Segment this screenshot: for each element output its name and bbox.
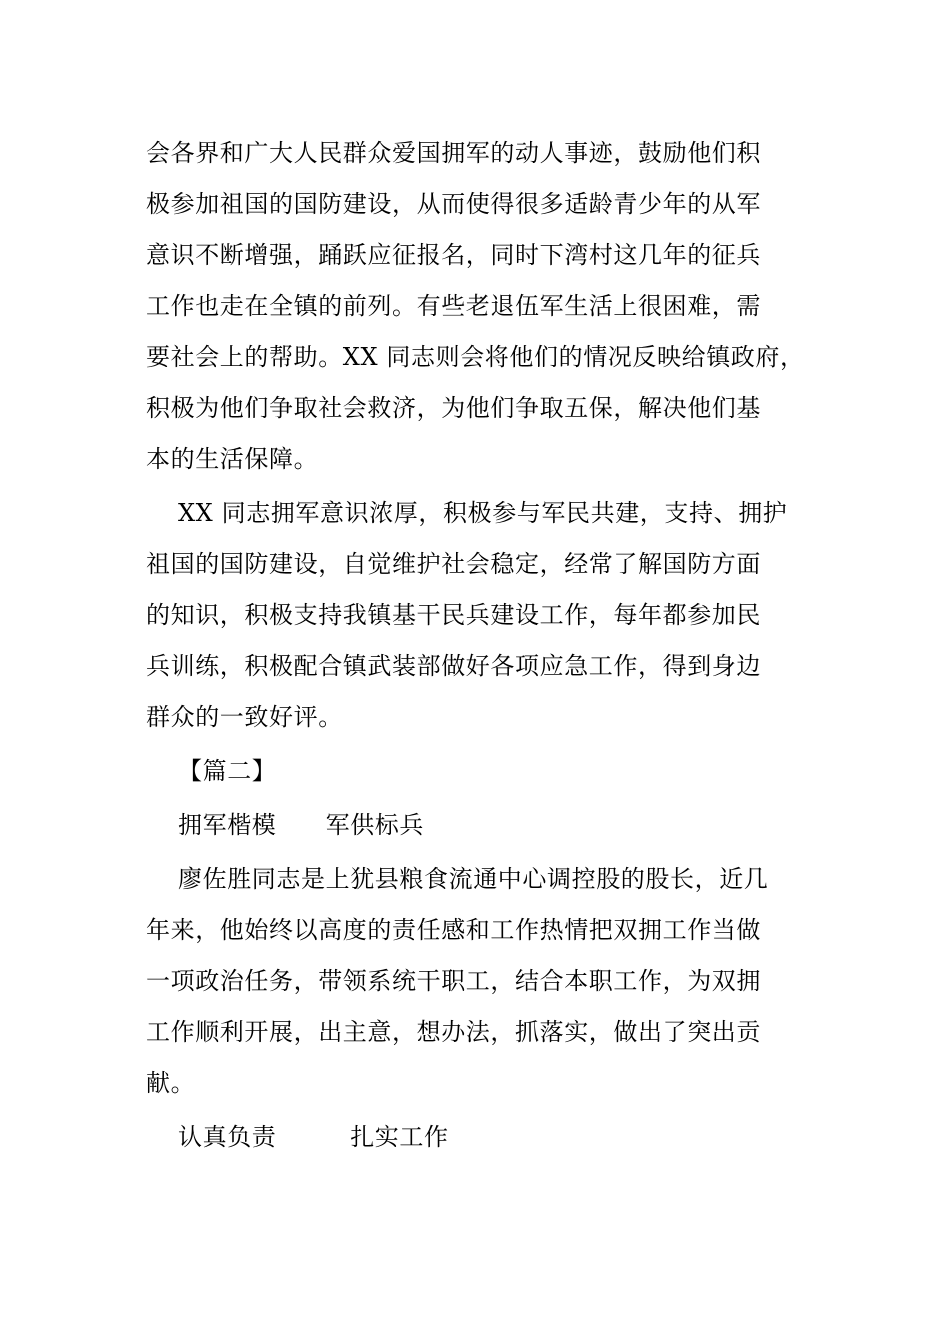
text-line: 会各界和广大人民群众爱国拥军的动人事迹，鼓励他们积	[146, 139, 761, 167]
text-line: 工作顺利开展，出主意，想办法，抓落实，做出了突出贡	[146, 1018, 761, 1046]
paragraph-xx-support	[146, 488, 810, 743]
text-line: 一项政治任务，带领系统干职工，结合本职工作，为双拥	[146, 967, 761, 995]
text-line: 意识不断增强，踊跃应征报名，同时下湾村这几年的征兵	[146, 241, 761, 269]
paragraph-continued	[146, 128, 810, 485]
section-label: 【篇二】	[178, 757, 277, 785]
text-line: 祖国的国防建设，自觉维护社会稳定，经常了解国防方面	[146, 550, 761, 578]
text-line: 积极为他们争取社会救济，为他们争取五保，解决他们基	[146, 394, 761, 422]
text-line: 工作也走在全镇的前列。有些老退伍军生活上很困难，需	[146, 292, 761, 320]
document-body	[146, 128, 810, 1163]
subtitle-work: 认真负责 扎实工作	[178, 1123, 449, 1151]
subtitle-model: 拥军楷模 军供标兵	[178, 811, 424, 839]
text-line: 本的生活保障。	[146, 445, 319, 473]
text-line: 要社会上的帮助。XX 同志则会将他们的情况反映给镇政府，	[146, 343, 805, 371]
text-line: XX 同志拥军意识浓厚，积极参与军民共建，支持、拥护	[178, 499, 788, 527]
text-line: 兵训练，积极配合镇武装部做好各项应急工作，得到身边	[146, 652, 761, 680]
text-line: 廖佐胜同志是上犹县粮食流通中心调控股的股长，近几	[178, 865, 769, 893]
paragraph-liao	[146, 854, 810, 1109]
text-line: 群众的一致好评。	[146, 703, 343, 731]
text-line: 极参加祖国的国防建设，从而使得很多适龄青少年的从军	[146, 190, 761, 218]
text-line: 的知识，积极支持我镇基干民兵建设工作，每年都参加民	[146, 601, 761, 629]
text-line: 年来，他始终以高度的责任感和工作热情把双拥工作当做	[146, 916, 761, 944]
text-line: 献。	[146, 1069, 196, 1097]
